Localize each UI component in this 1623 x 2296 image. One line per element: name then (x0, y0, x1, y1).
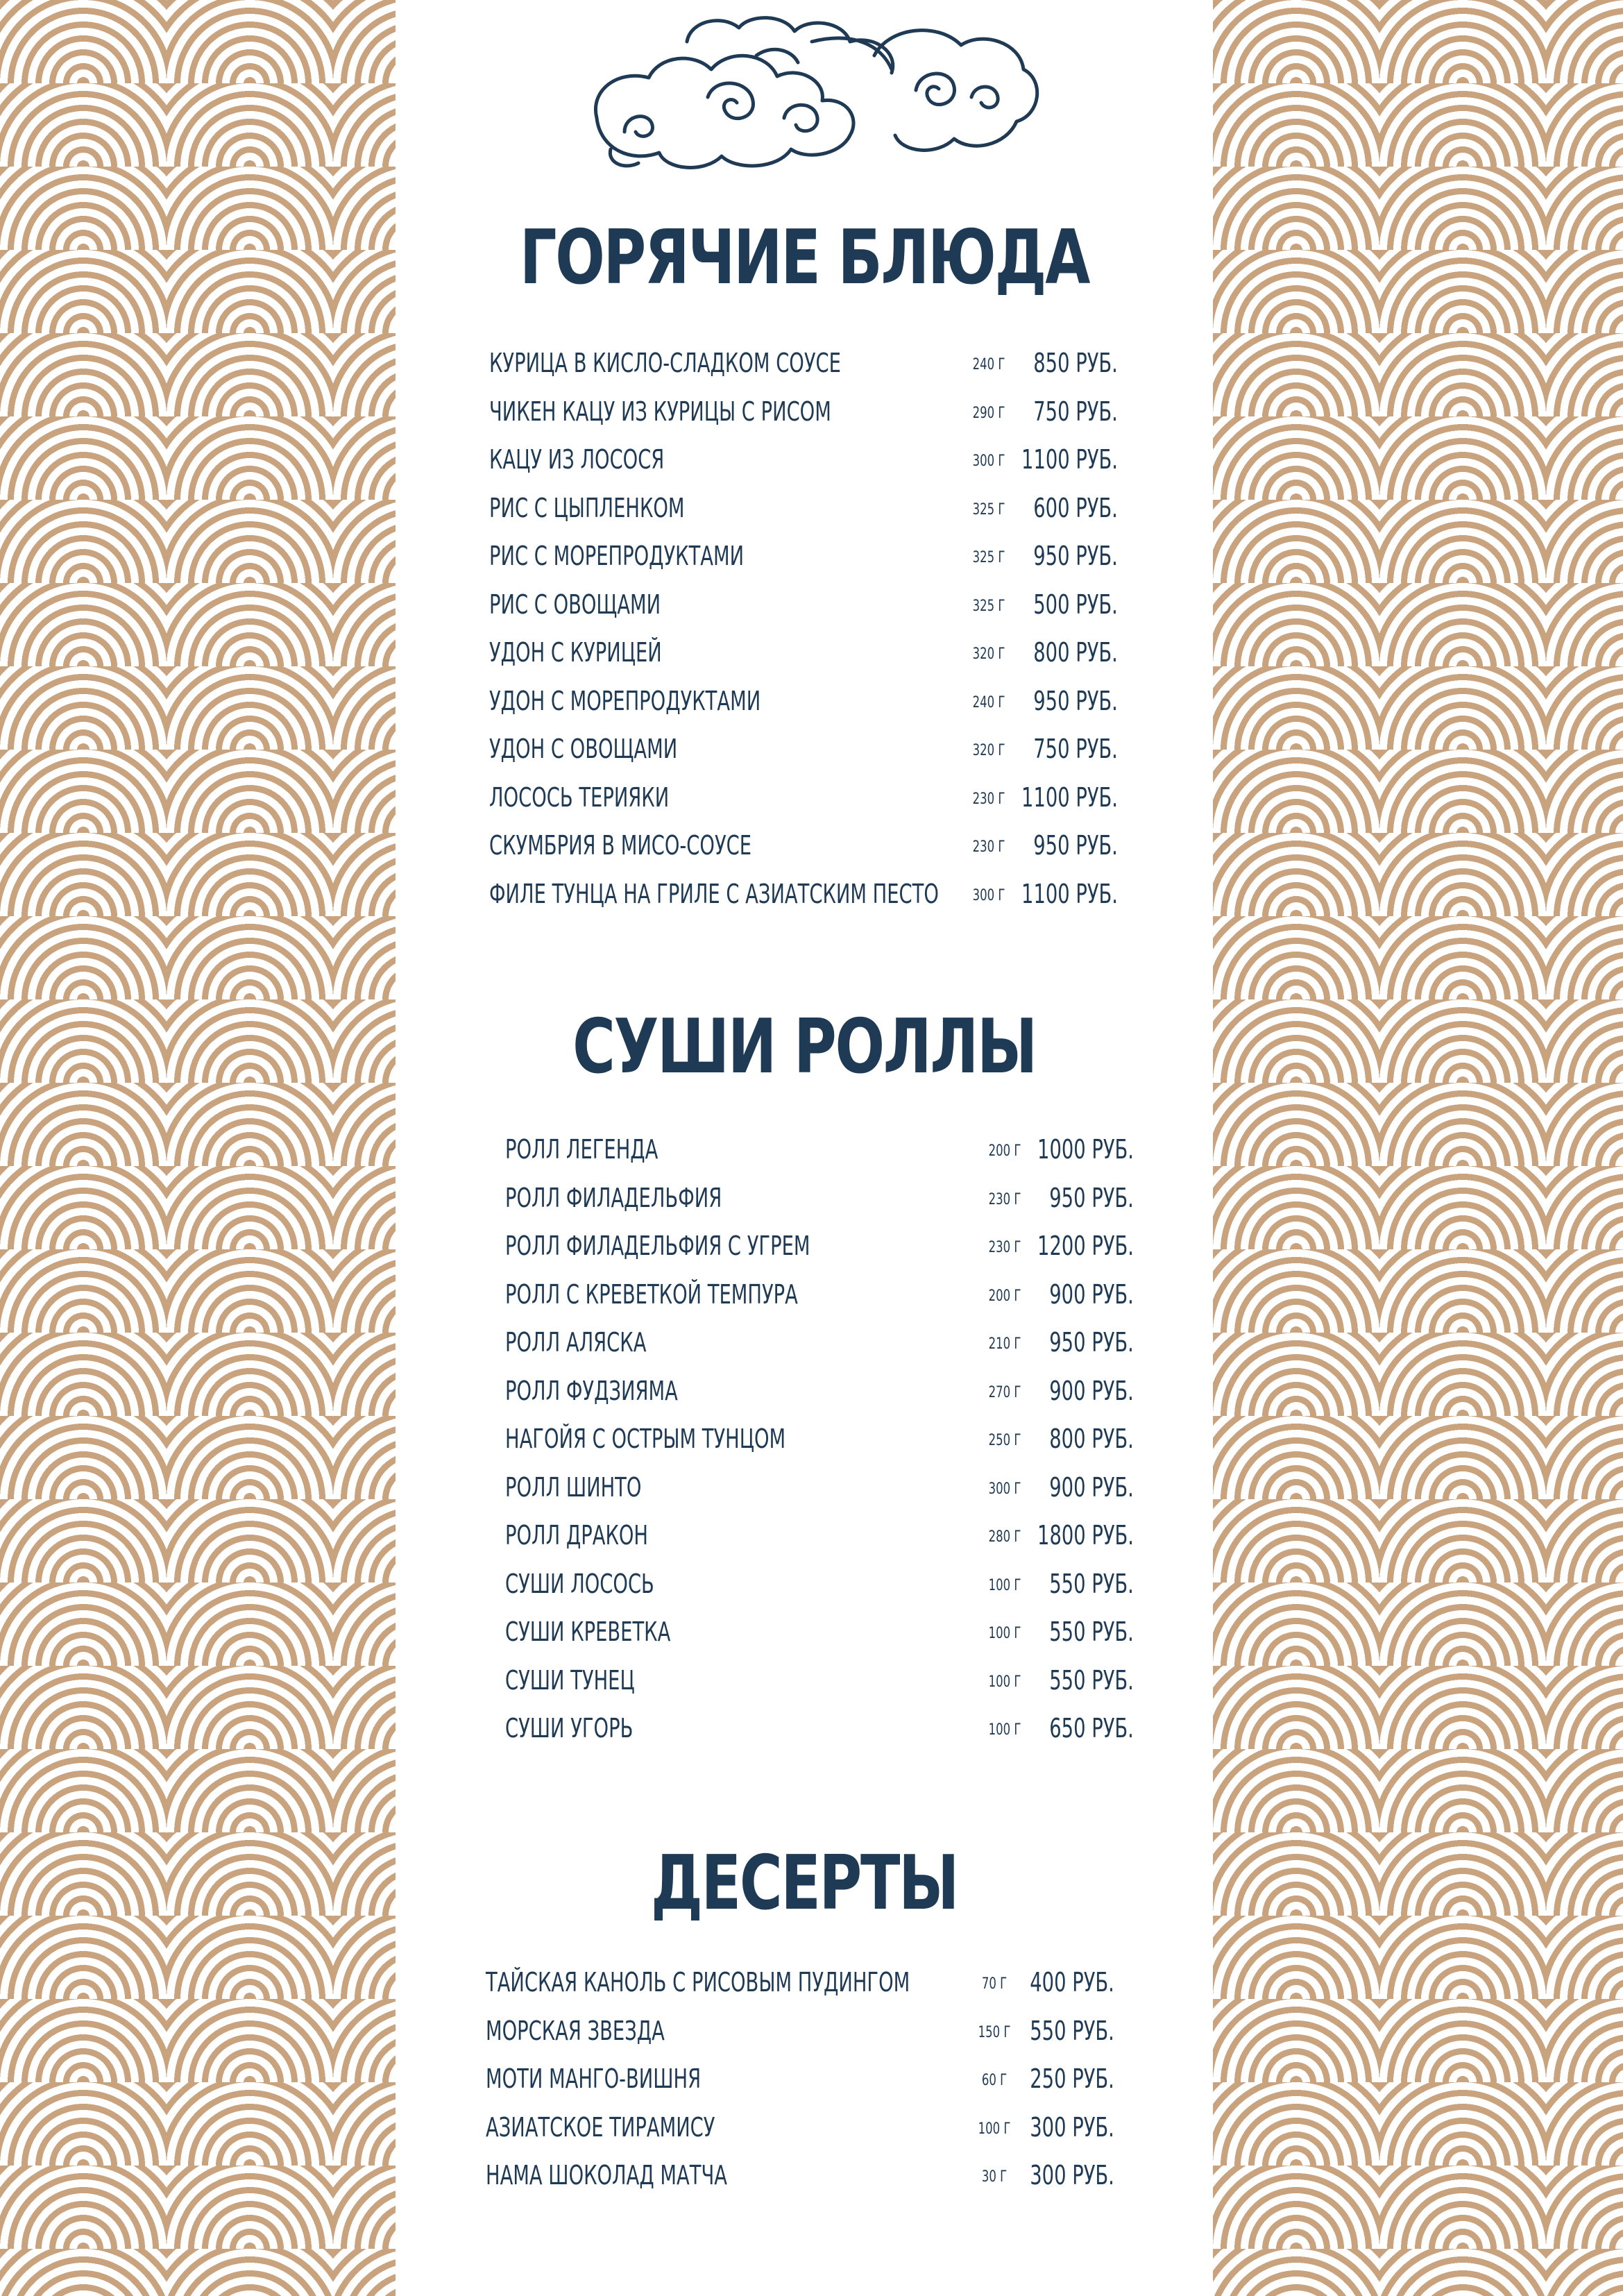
menu-item-name: РИС С МОРЕПРОДУКТАМИ (489, 541, 745, 571)
menu-item-name: РИС С ЦЫПЛЕНКОМ (489, 492, 685, 523)
menu-item-weight: 300 Г (972, 886, 1005, 904)
desserts-list (486, 1961, 1114, 2203)
menu-item (505, 1418, 1134, 1467)
menu-item-weight: 320 Г (972, 742, 1005, 759)
menu-item-name: РОЛЛ С КРЕВЕТКОЙ ТЕМПУРА (505, 1278, 798, 1310)
menu-item-weight: 200 Г (988, 1287, 1021, 1305)
menu-item-weight: 70 Г (981, 1975, 1008, 1993)
sushi-rolls-list (505, 1129, 1134, 1756)
menu-item-price: 1100 РУБ. (1021, 444, 1118, 475)
menu-item-name: РОЛЛ АЛЯСКА (505, 1327, 647, 1358)
menu-item-weight: 210 Г (988, 1335, 1021, 1353)
menu-item (489, 487, 1118, 536)
menu-item-price: 400 РУБ. (1030, 1967, 1114, 1998)
menu-item (505, 1563, 1134, 1612)
section-title-desserts: ДЕСЕРТЫ (650, 1840, 958, 1927)
menu-item-name: ЧИКЕН КАЦУ ИЗ КУРИЦЫ С РИСОМ (489, 396, 831, 427)
menu-item (489, 728, 1118, 777)
menu-item-weight: 100 Г (988, 1673, 1021, 1691)
menu-item-price: 750 РУБ. (1033, 396, 1118, 427)
menu-item-price: 1100 РУБ. (1021, 878, 1118, 909)
menu-item-name: АЗИАТСКОЕ ТИРАМИСУ (486, 2111, 715, 2143)
menu-item-price: 1000 РУБ. (1037, 1134, 1134, 1165)
menu-item-name: УДОН С МОРЕПРОДУКТАМИ (489, 685, 761, 716)
menu-item-name: ФИЛЕ ТУНЦА НА ГРИЛЕ С АЗИАТСКИМ ПЕСТО (489, 878, 939, 909)
menu-item-weight: 230 Г (972, 838, 1005, 856)
menu-item (486, 2154, 1114, 2203)
cloud-icon (583, 14, 1041, 180)
menu-item (489, 342, 1118, 391)
menu-item-weight: 230 Г (972, 790, 1005, 808)
menu-item-price: 1100 РУБ. (1021, 782, 1118, 813)
menu-item-name: ТАЙСКАЯ КАНОЛЬ С РИСОВЫМ ПУДИНГОМ (486, 1967, 910, 1998)
section-title-sushi-rolls: СУШИ РОЛЛЫ (572, 1004, 1036, 1090)
menu-item-weight: 240 Г (972, 356, 1005, 373)
menu-item-price: 950 РУБ. (1033, 830, 1118, 861)
menu-item-price: 800 РУБ. (1033, 637, 1118, 668)
menu-item-name: МОТИ МАНГО-ВИШНЯ (486, 2063, 702, 2094)
menu-item (489, 391, 1118, 439)
menu-item-weight: 150 Г (978, 2023, 1011, 2041)
menu-item (489, 535, 1118, 584)
menu-item (486, 2058, 1114, 2107)
menu-item (489, 439, 1118, 487)
menu-item (505, 1514, 1134, 1563)
menu-item-weight: 300 Г (988, 1480, 1021, 1498)
menu-item (505, 1660, 1134, 1708)
menu-item-name: МОРСКАЯ ЗВЕЗДА (486, 2015, 665, 2046)
menu-item-weight: 270 Г (988, 1383, 1021, 1401)
menu-item-weight: 280 Г (988, 1528, 1021, 1546)
menu-item-weight: 100 Г (978, 2120, 1011, 2138)
menu-item-price: 600 РУБ. (1033, 492, 1118, 523)
menu-item (505, 1177, 1134, 1226)
menu-item-name: РИС С ОВОЩАМИ (489, 589, 661, 620)
menu-item (489, 825, 1118, 873)
menu-item-weight: 200 Г (988, 1142, 1021, 1160)
menu-item-name: УДОН С КУРИЦЕЙ (489, 637, 662, 668)
menu-item (486, 2107, 1114, 2155)
menu-item (489, 584, 1118, 632)
menu-item-name: РОЛЛ ЛЕГЕНДА (505, 1134, 658, 1165)
menu-item-weight: 250 Г (988, 1432, 1021, 1449)
menu-item-name: НАМА ШОКОЛАД МАТЧА (486, 2160, 727, 2191)
menu-item-price: 950 РУБ. (1033, 685, 1118, 716)
menu-item-price: 750 РУБ. (1033, 734, 1118, 764)
menu-item-price: 900 РУБ. (1049, 1375, 1134, 1406)
menu-item (489, 680, 1118, 729)
menu-item (489, 632, 1118, 680)
menu-item-price: 900 РУБ. (1049, 1278, 1134, 1310)
menu-item-price: 1200 РУБ. (1037, 1231, 1134, 1261)
menu-item (505, 1370, 1134, 1419)
hot-dishes-list (489, 342, 1118, 921)
menu-item (505, 1707, 1134, 1756)
menu-item-name: СУШИ ЛОСОСЬ (505, 1568, 654, 1599)
menu-item-name: СКУМБРИЯ В МИСО-СОУСЕ (489, 830, 752, 861)
menu-item-weight: 60 Г (981, 2072, 1008, 2089)
menu-item-price: 1800 РУБ. (1037, 1520, 1134, 1551)
menu-item-name: КАЦУ ИЗ ЛОСОСЯ (489, 444, 665, 475)
menu-item-name: РОЛЛ ФУДЗИЯМА (505, 1375, 678, 1406)
menu-item-name: РОЛЛ ФИЛАДЕЛЬФИЯ С УГРЕМ (505, 1231, 810, 1261)
menu-item-weight: 100 Г (988, 1576, 1021, 1594)
menu-item (505, 1322, 1134, 1370)
menu-item-name: СУШИ УГОРЬ (505, 1713, 634, 1744)
menu-item (486, 2010, 1114, 2059)
menu-item (505, 1129, 1134, 1177)
menu-item-price: 950 РУБ. (1033, 541, 1118, 571)
menu-item (486, 1961, 1114, 2010)
menu-item-weight: 290 Г (972, 404, 1005, 422)
menu-item-price: 950 РУБ. (1049, 1327, 1134, 1358)
menu-item-price: 950 РУБ. (1049, 1182, 1134, 1213)
menu-item-name: НАГОЙЯ С ОСТРЫМ ТУНЦОМ (505, 1424, 786, 1454)
menu-item-weight: 230 Г (988, 1190, 1021, 1208)
menu-item-weight: 100 Г (988, 1721, 1021, 1739)
wave-pattern-right (1213, 0, 1623, 2296)
menu-item-weight: 30 Г (981, 2168, 1008, 2186)
menu-item-name: СУШИ ТУНЕЦ (505, 1664, 635, 1696)
menu-item-weight: 325 Г (972, 500, 1005, 518)
menu-item (505, 1225, 1134, 1274)
menu-item (489, 777, 1118, 825)
menu-item-price: 550 РУБ. (1030, 2015, 1114, 2046)
menu-item (489, 873, 1118, 922)
section-title-hot-dishes: ГОРЯЧИЕ БЛЮДА (519, 214, 1089, 301)
menu-item-weight: 325 Г (972, 597, 1005, 615)
menu-item-name: ЛОСОСЬ ТЕРИЯКИ (489, 782, 670, 813)
menu-item-price: 550 РУБ. (1049, 1664, 1134, 1696)
menu-item-name: СУШИ КРЕВЕТКА (505, 1617, 671, 1647)
menu-item-weight: 320 Г (972, 645, 1005, 663)
wave-pattern-left (0, 0, 396, 2296)
menu-item-price: 300 РУБ. (1030, 2111, 1114, 2143)
menu-item-price: 300 РУБ. (1030, 2160, 1114, 2191)
menu-item-name: РОЛЛ ШИНТО (505, 1471, 642, 1503)
menu-item-name: УДОН С ОВОЩАМИ (489, 734, 678, 764)
menu-item-weight: 325 Г (972, 549, 1005, 566)
menu-item-weight: 100 Г (988, 1625, 1021, 1642)
menu-item-name: РОЛЛ ДРАКОН (505, 1520, 649, 1551)
menu-item (505, 1274, 1134, 1322)
menu-item-name: РОЛЛ ФИЛАДЕЛЬФИЯ (505, 1182, 722, 1213)
menu-item (505, 1467, 1134, 1515)
menu-item-price: 800 РУБ. (1049, 1424, 1134, 1454)
menu-item-price: 500 РУБ. (1033, 589, 1118, 620)
menu-item-name: КУРИЦА В КИСЛО-СЛАДКОМ СОУСЕ (489, 348, 841, 378)
menu-item-price: 900 РУБ. (1049, 1471, 1134, 1503)
menu-item-price: 550 РУБ. (1049, 1568, 1134, 1599)
menu-item-price: 850 РУБ. (1033, 348, 1118, 378)
menu-item-weight: 240 Г (972, 693, 1005, 711)
menu-item-price: 250 РУБ. (1030, 2063, 1114, 2094)
menu-item-weight: 300 Г (972, 453, 1005, 470)
menu-item-price: 550 РУБ. (1049, 1617, 1134, 1647)
menu-item-weight: 230 Г (988, 1239, 1021, 1256)
menu-item-price: 650 РУБ. (1049, 1713, 1134, 1744)
menu-item (505, 1611, 1134, 1660)
